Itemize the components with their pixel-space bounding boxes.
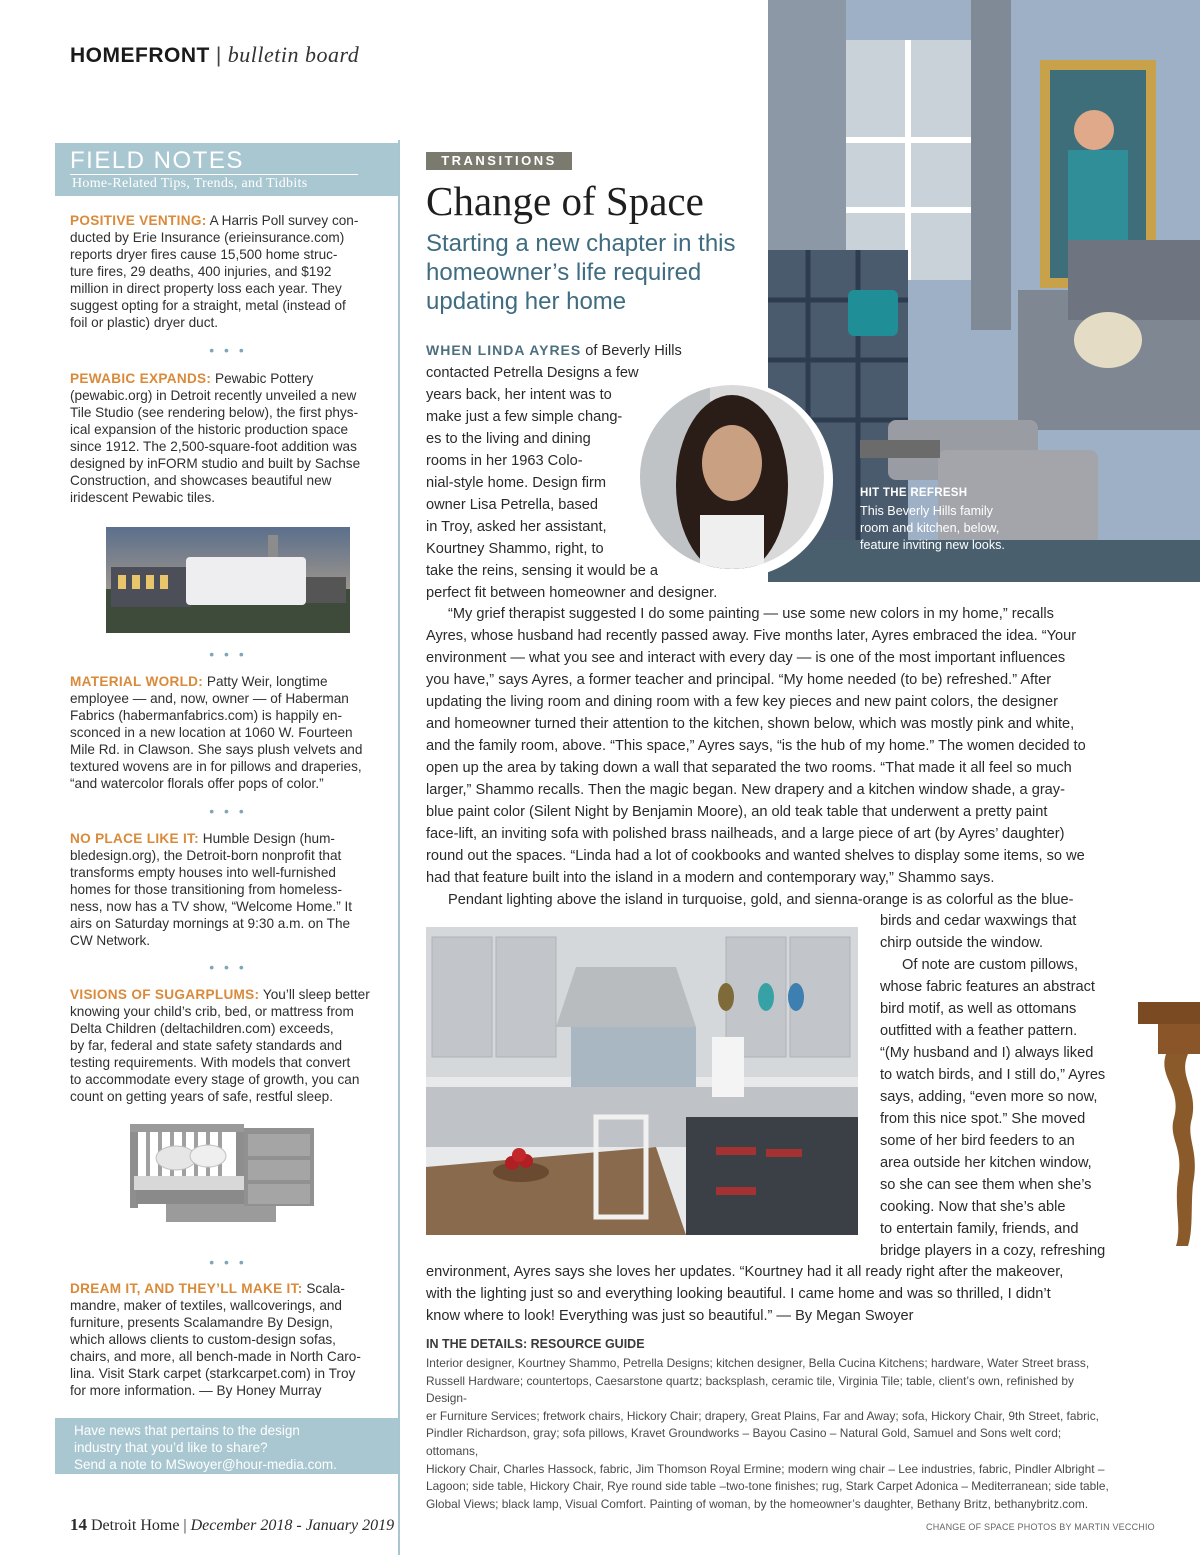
- note-line: reports dryer fires cause 15,500 home struc-: [70, 247, 338, 262]
- resource-guide-heading: IN THE DETAILS: RESOURCE GUIDE: [426, 1337, 645, 1351]
- body-line: chirp outside the window.: [880, 935, 1044, 951]
- note-line: CW Network.: [70, 933, 151, 948]
- note-line: since 1912. The 2,500-square-foot addition was: [70, 439, 357, 454]
- article-title: Change of Space: [426, 178, 704, 224]
- page-footer: [70, 1515, 394, 1535]
- note-keyword: MATERIAL WORLD:: [70, 674, 204, 689]
- note-keyword: DREAM IT, AND THEY’LL MAKE IT:: [70, 1281, 303, 1296]
- body-line: owner Lisa Petrella, based: [426, 497, 598, 513]
- body-line: outfitted with a feather pattern.: [880, 1023, 1078, 1039]
- note-line: “and watercolor florals offer pops of color.”: [70, 776, 324, 791]
- body-line: from this nice spot.” She moved: [880, 1111, 1086, 1127]
- note-line: Patty Weir, longtime: [206, 674, 328, 689]
- section-header: [70, 42, 359, 68]
- body-line: in Troy, asked her assistant,: [426, 519, 607, 535]
- body-line: perfect fit between homeowner and designer.: [426, 585, 718, 601]
- note-line: suggest opting for a straight, metal (instead of: [70, 298, 346, 313]
- note-line: to accommodate every stage of growth, you can: [70, 1072, 360, 1087]
- resource-line: Interior designer, Kourtney Shammo, Petrella Designs; kitchen designer, Bella Cucina Kitchens; hardware, Water Street brass,: [426, 1356, 1090, 1370]
- share-email-link[interactable]: Send a note to MSwoyer@hour-media.com.: [74, 1457, 337, 1472]
- body-line: larger,” Shammo recalls. Then the magic began. New drapery and a kitchen window shade, a gray-: [426, 782, 1065, 798]
- body-line: says, adding, “even more so now,: [880, 1089, 1098, 1105]
- note-line: textured wovens are in for pillows and draperies,: [70, 759, 362, 774]
- body-line: round out the spaces. “Linda had a lot of cookbooks and wanted shelves to display some items, so we: [426, 848, 1085, 864]
- article-lead-in: WHEN LINDA AYRES: [426, 342, 582, 358]
- note-line: You’ll sleep better: [262, 987, 370, 1002]
- note-visions-of-sugarplums: [70, 986, 376, 1105]
- body-line: Kourtney Shammo, right, to: [426, 541, 604, 557]
- field-notes-rule: [70, 174, 358, 175]
- note-line: employee — and, now, owner — of Haberman: [70, 691, 349, 706]
- article-paragraph-1: [426, 339, 717, 604]
- family-room-photo: [768, 0, 1200, 582]
- resource-line: Global Views; black lamp, Visual Comfort. Painting of woman, by the homeowner’s daughter, Bethany Britz, bethanybritz.com.: [426, 1496, 1089, 1511]
- note-line: Delta Children (deltachildren.com) exceeds,: [70, 1021, 334, 1036]
- body-line: of Beverly Hills: [585, 343, 682, 359]
- article-paragraph-3: [880, 910, 1105, 1262]
- resource-line: er Furniture Services; fretwork chairs, Hickory Chair; drapery, Great Plains, Far and Away; sofa, Hickory Chair, 9th Street, fabric,: [426, 1408, 1099, 1423]
- body-line: Pendant lighting above the island in turquoise, gold, and sienna-orange is as colorful as the blue-: [448, 892, 1074, 908]
- note-line: million in direct property loss each year. They: [70, 281, 342, 296]
- note-line: knowing your child’s crib, bed, or mattress from: [70, 1004, 354, 1019]
- field-notes-subtitle: Home-Related Tips, Trends, and Tidbits: [72, 176, 308, 191]
- note-line: count on getting years of safe, restful sleep.: [70, 1089, 333, 1104]
- note-line: mandre, maker of textiles, wallcoverings, and: [70, 1298, 342, 1313]
- separator-dots: • • •: [209, 1254, 247, 1270]
- photo-credit: CHANGE OF SPACE PHOTOS BY MARTIN VECCHIO: [926, 1522, 1155, 1532]
- section-brand: HOMEFRONT: [70, 44, 210, 67]
- note-keyword: NO PLACE LIKE IT:: [70, 831, 199, 846]
- body-line: “My grief therapist suggested I do some painting — use some new colors in my home,” recalls: [448, 606, 1054, 622]
- share-line: industry that you’d like to share?: [74, 1440, 268, 1455]
- note-line: testing requirements. With models that convert: [70, 1055, 351, 1070]
- note-line: Mile Rd. in Clawson. She says plush velvets and: [70, 742, 363, 757]
- resource-line: Russell Hardware; countertops, Caesarstone quartz; backsplash, ceramic tile, Virginia Tile; table, client’s own, refinished by Design-: [426, 1373, 1074, 1406]
- note-pewabic-expands: [70, 370, 376, 506]
- note-line: Tile Studio (see rendering below), the first phys-: [70, 405, 359, 420]
- section-tag: TRANSITIONS: [426, 152, 572, 170]
- resource-line: Pindler Richardson, gray; sofa pillows, Kravet Groundworks – Bayou Casino – Natural Gold, Samuel and Sons welt cord; ottomans,: [426, 1426, 1062, 1458]
- note-line: ducted by Erie Insurance (erieinsurance.com): [70, 230, 345, 245]
- share-news-text: [74, 1422, 394, 1473]
- note-line: Scala-: [306, 1281, 345, 1296]
- note-line: Pewabic Pottery: [215, 371, 314, 386]
- note-line: foil or plastic) dryer duct.: [70, 315, 219, 330]
- note-line: (pewabic.org) in Detroit recently unveiled a new: [70, 388, 357, 403]
- note-material-world: [70, 673, 376, 792]
- note-line: iridescent Pewabic tiles.: [70, 490, 216, 505]
- body-line: with the lighting just so and everything looking beautiful. I came home and was so thrilled, I didn’t: [426, 1286, 1051, 1302]
- caption-text: [860, 503, 1060, 554]
- note-no-place-like-it: [70, 830, 376, 949]
- body-line: make just a few simple chang-: [426, 409, 623, 425]
- body-line: years back, her intent was to: [426, 387, 612, 403]
- body-line: es to the living and dining: [426, 431, 591, 447]
- note-line: ical expansion of the historic production space: [70, 422, 349, 437]
- header-divider: |: [215, 44, 222, 67]
- note-line: homes for those transitioning from homeless-: [70, 882, 342, 897]
- table-leg-photo: [1138, 998, 1200, 1248]
- separator-dots: • • •: [209, 803, 247, 819]
- article-paragraph-end: [426, 1261, 1063, 1327]
- note-keyword: VISIONS OF SUGARPLUMS:: [70, 987, 260, 1002]
- note-positive-venting: [70, 212, 376, 331]
- note-line: designed by inFORM studio and built by Sachse: [70, 456, 361, 471]
- body-line: bird motif, as well as ottomans: [880, 1001, 1077, 1017]
- share-line: Have news that pertains to the design: [74, 1423, 300, 1438]
- footer-divider: |: [183, 1517, 187, 1534]
- body-line: take the reins, sensing it would be a: [426, 563, 659, 579]
- body-line: Of note are custom pillows,: [902, 957, 1079, 973]
- body-line: and the family room, above. “This space,” Ayres says, “is the hub of my home.” The women decided to: [426, 738, 1086, 754]
- body-line: birds and cedar waxwings that: [880, 913, 1077, 929]
- daybed-image: [126, 1118, 324, 1240]
- note-line: chairs, and more, all bench-made in North Caro-: [70, 1349, 361, 1364]
- note-line: for more information. — By Honey Murray: [70, 1383, 322, 1398]
- body-line: had that feature built into the island in a modern and contemporary way,” Shammo says.: [426, 870, 995, 886]
- note-line: Fabrics (habermanfabrics.com) is happily en-: [70, 708, 342, 723]
- note-line: airs on Saturday mornings at 9:30 a.m. on The: [70, 916, 351, 931]
- issue-date: December 2018 - January 2019: [190, 1517, 395, 1534]
- section-name: bulletin board: [227, 42, 360, 67]
- note-line: which allows clients to custom-design sofas,: [70, 1332, 336, 1347]
- body-line: open up the area by taking down a wall that separated the two rooms. “That made it all feel so much: [426, 760, 1072, 776]
- body-line: some of her bird feeders to an: [880, 1133, 1075, 1149]
- body-line: contacted Petrella Designs a few: [426, 365, 639, 381]
- note-line: furniture, presents Scalamandre By Design,: [70, 1315, 333, 1330]
- body-line: environment, Ayres says she loves her updates. “Kourtney had it all ready right after the makeover,: [426, 1264, 1064, 1280]
- body-line: so she can see them when she’s: [880, 1177, 1092, 1193]
- caption-heading: HIT THE REFRESH: [860, 487, 968, 499]
- separator-dots: • • •: [209, 342, 247, 358]
- body-line: nial-style home. Design firm: [426, 475, 607, 491]
- magazine-name: Detroit Home: [91, 1517, 180, 1534]
- body-line: area outside her kitchen window,: [880, 1155, 1092, 1171]
- note-line: ness, now has a TV show, “Welcome Home.” It: [70, 899, 353, 914]
- body-line: you have,” says Ayres, a former teacher and principal. “My home needed (to be) refreshed.” After: [426, 672, 1052, 688]
- body-line: and homeowner turned their attention to the kitchen, shown below, which was mostly pink and white,: [426, 716, 1075, 732]
- note-line: lina. Visit Stark carpet (starkcarpet.com) in Troy: [70, 1366, 356, 1381]
- note-keyword: POSITIVE VENTING:: [70, 213, 207, 228]
- separator-dots: • • •: [209, 646, 247, 662]
- note-line: Construction, and showcases beautiful new: [70, 473, 332, 488]
- field-notes-title: FIELD NOTES: [70, 147, 244, 174]
- body-line: to entertain family, friends, and: [880, 1221, 1079, 1237]
- article-paragraph-2: [426, 603, 1086, 911]
- body-line: rooms in her 1963 Colo-: [426, 453, 583, 469]
- page-number: 14: [70, 1515, 87, 1534]
- body-line: bridge players in a cozy, refreshing: [880, 1243, 1106, 1259]
- note-line: Humble Design (hum-: [202, 831, 335, 846]
- body-line: whose fabric features an abstract: [880, 979, 1095, 995]
- pewabic-rendering-image: [106, 527, 350, 633]
- caption-line: This Beverly Hills family: [860, 504, 993, 518]
- note-line: by far, federal and state safety standards and: [70, 1038, 343, 1053]
- body-line: cooking. Now that she’s able: [880, 1199, 1066, 1215]
- column-rule: [398, 140, 400, 1555]
- note-keyword: PEWABIC EXPANDS:: [70, 371, 212, 386]
- caption-line: room and kitchen, below,: [860, 521, 1000, 535]
- separator-dots: • • •: [209, 959, 247, 975]
- resource-line: Lagoon; side table, Hickory Chair, Rye round side table –two-tone finishes; rug, Stark Carpet Adonica – Mediterranean; side table,: [426, 1479, 1109, 1494]
- body-line: to watch birds, and I still do,” Ayres: [880, 1067, 1106, 1083]
- resource-guide-text: [426, 1355, 1112, 1513]
- note-line: bledesign.org), the Detroit-born nonprofit that: [70, 848, 342, 863]
- caption-line: feature inviting new looks.: [860, 538, 1005, 552]
- note-line: sconced in a new location at 1060 W. Fourteen: [70, 725, 353, 740]
- note-line: ture fires, 29 deaths, 400 injuries, and $192: [70, 264, 332, 279]
- note-line: A Harris Poll survey con-: [209, 213, 359, 228]
- note-line: transforms empty houses into well-furnished: [70, 865, 336, 880]
- note-dream-it: [70, 1280, 376, 1399]
- body-line: blue paint color (Silent Night by Benjamin Moore), an old teak table that underwent a pretty paint: [426, 804, 1048, 820]
- body-line: know where to look! Everything was just so beautiful.” — By Megan Swoyer: [426, 1308, 914, 1324]
- body-line: “(My husband and I) always liked: [880, 1045, 1094, 1061]
- body-line: updating the living room and dining room with a few key pieces and new paint colors, the designer: [426, 694, 1058, 710]
- article-deck: Starting a new chapter in this homeowner’s life required updating her home: [426, 230, 736, 315]
- body-line: face-lift, an inviting sofa with polished brass nailheads, and a large piece of art (by Ayres’ daughter): [426, 826, 1065, 842]
- kitchen-photo: [426, 927, 858, 1235]
- body-line: Ayres, whose husband had recently passed away. Five months later, Ayres embraced the idea. “Your: [426, 628, 1077, 644]
- body-line: environment — what you see and interact with every day — is one of the most important influences: [426, 650, 1066, 666]
- resource-line: Hickory Chair, Charles Hassock, fabric, Jim Thomson Royal Ermine; modern wing chair – Lee industries, fabric, Pindler Albright –: [426, 1461, 1105, 1476]
